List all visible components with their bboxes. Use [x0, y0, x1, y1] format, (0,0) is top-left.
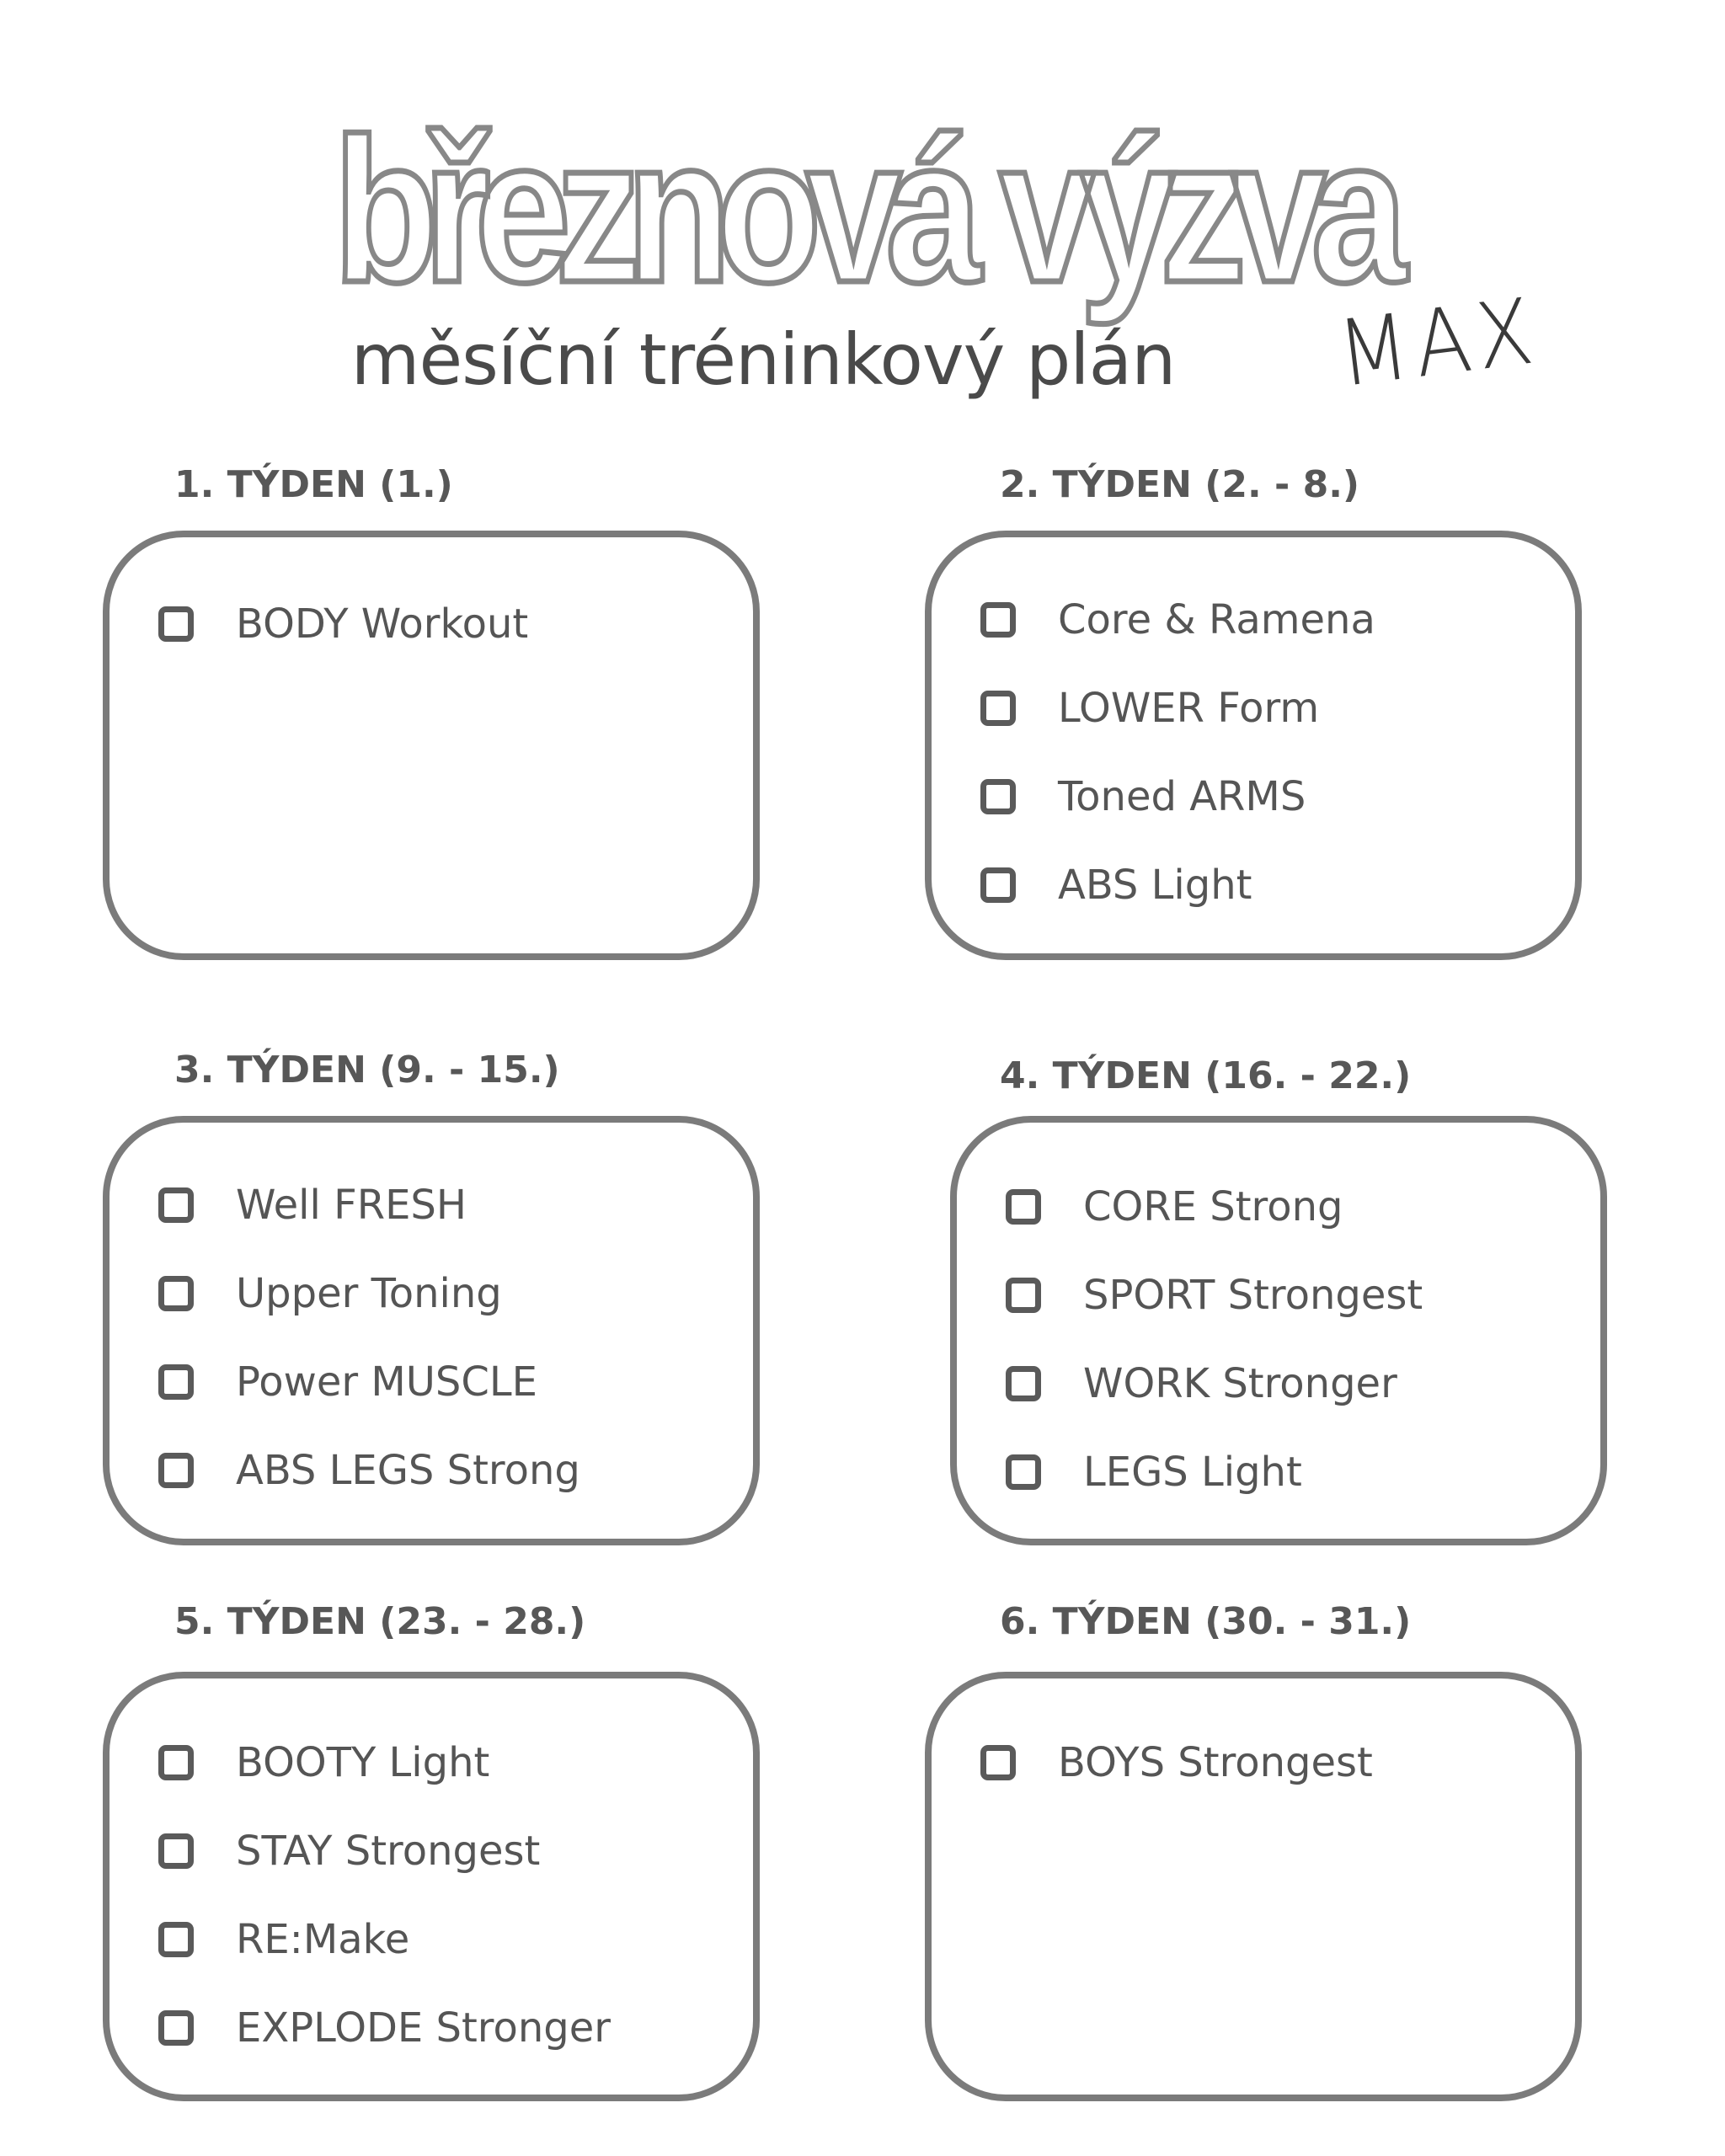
week-6-card [925, 1672, 1582, 2101]
workout-item[interactable] [158, 1739, 489, 1786]
workout-item[interactable] [158, 1447, 580, 1494]
workout-label: EXPLODE Stronger [236, 2004, 611, 2052]
workout-label: Core & Ramena [1058, 596, 1375, 643]
workout-label: Well FRESH [236, 1182, 467, 1229]
workout-label: Power MUSCLE [236, 1358, 537, 1406]
workout-label: STAY Strongest [236, 1828, 541, 1875]
workout-label: BOOTY Light [236, 1739, 490, 1786]
workout-label: ABS Light [1058, 862, 1252, 909]
checkbox[interactable] [980, 602, 1016, 638]
workout-item[interactable] [158, 1358, 537, 1406]
workout-label: SPORT Strongest [1083, 1272, 1423, 1319]
checkbox[interactable] [158, 1833, 194, 1869]
checkbox[interactable] [1006, 1366, 1041, 1401]
checkbox[interactable] [158, 606, 194, 642]
workout-label: Toned ARMS [1058, 773, 1306, 820]
workout-label: Upper Toning [236, 1270, 502, 1317]
checkbox[interactable] [158, 1745, 194, 1780]
workout-label: LOWER Form [1058, 685, 1320, 732]
checkbox[interactable] [980, 779, 1016, 814]
page-title: březnová výzva [333, 95, 1392, 325]
workout-label: BODY Workout [236, 600, 529, 648]
checkbox[interactable] [158, 1187, 194, 1223]
workout-item[interactable] [1006, 1360, 1397, 1407]
checkbox[interactable] [980, 691, 1016, 726]
workout-item[interactable] [158, 1270, 502, 1317]
week-1-heading: 1. TÝDEN (1.) [174, 463, 453, 506]
workout-label: RE:Make [236, 1916, 410, 1963]
workout-item[interactable] [980, 773, 1306, 820]
page-subtitle: měsíční tréninkový plán [350, 318, 1176, 401]
checkbox[interactable] [980, 1745, 1016, 1780]
week-2-card [925, 531, 1582, 960]
workout-item[interactable] [980, 685, 1319, 732]
workout-item[interactable] [158, 2004, 611, 2052]
checkbox[interactable] [1006, 1278, 1041, 1313]
week-4-heading: 4. TÝDEN (16. - 22.) [1000, 1054, 1412, 1097]
checkbox[interactable] [980, 867, 1016, 903]
workout-item[interactable] [1006, 1449, 1302, 1496]
week-5-heading: 5. TÝDEN (23. - 28.) [174, 1600, 586, 1643]
week-4-card [950, 1116, 1607, 1545]
workout-item[interactable] [158, 1828, 540, 1875]
checkbox[interactable] [158, 1276, 194, 1311]
week-3-card [103, 1116, 760, 1545]
week-3-heading: 3. TÝDEN (9. - 15.) [174, 1049, 560, 1091]
workout-label: CORE Strong [1083, 1183, 1343, 1230]
workout-label: LEGS Light [1083, 1449, 1302, 1496]
week-1-card [103, 531, 760, 960]
workout-item[interactable] [980, 596, 1375, 643]
workout-item[interactable] [980, 862, 1252, 909]
workout-item[interactable] [158, 1182, 467, 1229]
checkbox[interactable] [158, 1364, 194, 1400]
checkbox[interactable] [158, 2010, 194, 2046]
checkbox[interactable] [158, 1922, 194, 1957]
level-badge: MAX [1332, 278, 1545, 408]
workout-label: BOYS Strongest [1058, 1739, 1373, 1786]
workout-label: WORK Stronger [1083, 1360, 1397, 1407]
week-5-card [103, 1672, 760, 2101]
week-6-heading: 6. TÝDEN (30. - 31.) [1000, 1600, 1412, 1643]
checkbox[interactable] [158, 1453, 194, 1488]
workout-item[interactable] [158, 1916, 409, 1963]
workout-item[interactable] [1006, 1183, 1343, 1230]
workout-item[interactable] [980, 1739, 1373, 1786]
week-2-heading: 2. TÝDEN (2. - 8.) [1000, 463, 1360, 506]
workout-item[interactable] [158, 600, 528, 648]
checkbox[interactable] [1006, 1454, 1041, 1490]
workout-item[interactable] [1006, 1272, 1423, 1319]
checkbox[interactable] [1006, 1189, 1041, 1225]
workout-label: ABS LEGS Strong [236, 1447, 580, 1494]
